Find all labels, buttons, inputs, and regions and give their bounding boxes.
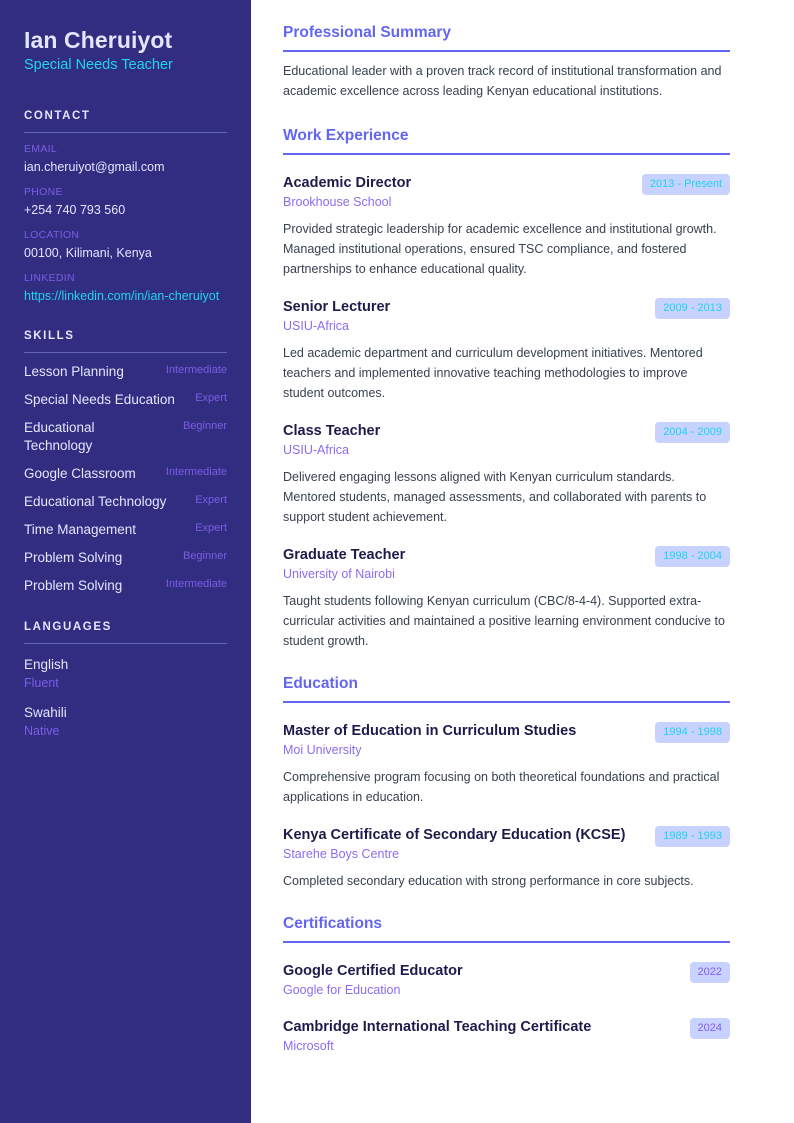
skill-name: Educational Technology bbox=[24, 494, 167, 509]
certification-issuer: Google for Education bbox=[283, 983, 401, 997]
language-level: Native bbox=[24, 724, 60, 738]
skill-level: Expert bbox=[195, 522, 227, 534]
email-label: EMAIL bbox=[24, 143, 58, 155]
year-badge: 2022 bbox=[690, 962, 730, 983]
year-badge: 2024 bbox=[690, 1018, 730, 1039]
employer: Brookhouse School bbox=[283, 195, 392, 209]
employer: University of Nairobi bbox=[283, 567, 395, 581]
education-heading: Education bbox=[283, 675, 730, 703]
phone-label: PHONE bbox=[24, 186, 63, 198]
education-entry bbox=[283, 721, 730, 807]
certification-title: Google Certified Educator bbox=[283, 963, 463, 979]
job-title: Academic Director bbox=[283, 175, 412, 191]
skills-heading: SKILLS bbox=[24, 330, 227, 353]
skill-item bbox=[24, 391, 227, 409]
summary-heading: Professional Summary bbox=[283, 24, 730, 52]
job-title: Class Teacher bbox=[283, 423, 381, 439]
location-value: 00100, Kilimani, Kenya bbox=[24, 246, 152, 260]
date-badge: 2004 - 2009 bbox=[655, 422, 730, 443]
main-content bbox=[283, 0, 730, 1073]
summary-section bbox=[283, 24, 730, 101]
languages-heading: LANGUAGES bbox=[24, 621, 227, 644]
certification-title: Cambridge International Teaching Certificate bbox=[283, 1019, 592, 1035]
experience-section bbox=[283, 127, 730, 651]
skill-level: Expert bbox=[195, 392, 227, 404]
certifications-heading: Certifications bbox=[283, 915, 730, 943]
degree-title: Kenya Certificate of Secondary Education (KCSE) bbox=[283, 827, 626, 843]
job-description: Taught students following Kenyan curriculum (CBC/8-4-4). Supported extra-curricular activities and maintained a positive learning environment conducive to student growth. bbox=[283, 594, 725, 648]
skill-level: Intermediate bbox=[165, 364, 227, 376]
skills-section bbox=[24, 330, 227, 595]
certifications-section bbox=[283, 915, 730, 1055]
skill-name: Problem Solving bbox=[24, 578, 123, 593]
skill-name: Lesson Planning bbox=[24, 364, 124, 379]
skill-name: Special Needs Education bbox=[24, 392, 175, 407]
date-badge: 1998 - 2004 bbox=[655, 546, 730, 567]
sidebar bbox=[0, 0, 251, 1123]
languages-section bbox=[24, 621, 227, 740]
experience-entry bbox=[283, 421, 730, 527]
language-level: Fluent bbox=[24, 676, 59, 690]
skill-item bbox=[24, 549, 227, 567]
experience-entry bbox=[283, 297, 730, 403]
skill-level: Expert bbox=[195, 494, 227, 506]
contact-heading: CONTACT bbox=[24, 110, 227, 133]
skill-level: Intermediate bbox=[165, 466, 227, 478]
skill-item bbox=[24, 465, 227, 483]
institution: Starehe Boys Centre bbox=[283, 847, 400, 861]
experience-heading: Work Experience bbox=[283, 127, 730, 155]
certification-issuer: Microsoft bbox=[283, 1039, 334, 1053]
job-description: Provided strategic leadership for academic excellence and institutional growth. Managed institutional operations, ensured TSC compliance, and fostered partnerships to enhance educational quality. bbox=[283, 222, 717, 276]
experience-entry bbox=[283, 173, 730, 279]
skill-level: Beginner bbox=[182, 550, 227, 562]
email-value[interactable]: ian.cheruiyot@gmail.com bbox=[24, 160, 165, 174]
employer: USIU-Africa bbox=[283, 443, 349, 457]
language-name: Swahili bbox=[24, 705, 67, 720]
experience-entry bbox=[283, 545, 730, 651]
date-badge: 1989 - 1993 bbox=[655, 826, 730, 847]
degree-title: Master of Education in Curriculum Studies bbox=[283, 723, 577, 739]
job-description: Delivered engaging lessons aligned with Kenyan curriculum standards. Mentored students, managed assessments, and collaborated with parents to support student achievement. bbox=[283, 470, 707, 524]
skill-item bbox=[24, 521, 227, 539]
contact-section bbox=[24, 110, 227, 306]
skill-item bbox=[24, 493, 227, 511]
education-section bbox=[283, 675, 730, 891]
skill-level: Intermediate bbox=[165, 578, 227, 590]
job-title: Senior Lecturer bbox=[283, 299, 391, 315]
skill-level: Beginner bbox=[182, 420, 227, 432]
date-badge: 2009 - 2013 bbox=[655, 298, 730, 319]
skill-name: Google Classroom bbox=[24, 466, 136, 481]
education-description: Comprehensive program focusing on both theoretical foundations and practical applications in education. bbox=[283, 770, 720, 804]
candidate-name: Ian Cheruiyot bbox=[24, 27, 173, 53]
institution: Moi University bbox=[283, 743, 362, 757]
skill-name: Educational Technology bbox=[24, 420, 95, 453]
date-badge: 1994 - 1998 bbox=[655, 722, 730, 743]
phone-value: +254 740 793 560 bbox=[24, 203, 126, 217]
skill-item bbox=[24, 363, 227, 381]
skill-item bbox=[24, 419, 227, 455]
employer: USIU-Africa bbox=[283, 319, 349, 333]
linkedin-label: LINKEDIN bbox=[24, 272, 75, 284]
certification-entry bbox=[283, 1017, 730, 1055]
job-title: Graduate Teacher bbox=[283, 547, 406, 563]
date-badge: 2013 - Present bbox=[642, 174, 730, 195]
linkedin-link[interactable]: https://linkedin.com/in/ian-cheruiyot bbox=[24, 289, 220, 303]
certification-entry bbox=[283, 961, 730, 999]
education-entry bbox=[283, 825, 730, 891]
language-name: English bbox=[24, 657, 69, 672]
summary-text: Educational leader with a proven track record of institutional transformation and academic excellence across leading Kenyan educational institutions. bbox=[283, 64, 722, 98]
job-description: Led academic department and curriculum development initiatives. Mentored teachers and implemented innovative teaching methodologies to improve student outcomes. bbox=[283, 346, 703, 400]
skill-item bbox=[24, 577, 227, 595]
skill-name: Time Management bbox=[24, 522, 137, 537]
candidate-title: Special Needs Teacher bbox=[24, 57, 173, 73]
skill-name: Problem Solving bbox=[24, 550, 123, 565]
education-description: Completed secondary education with strong performance in core subjects. bbox=[283, 874, 694, 888]
location-label: LOCATION bbox=[24, 229, 80, 241]
